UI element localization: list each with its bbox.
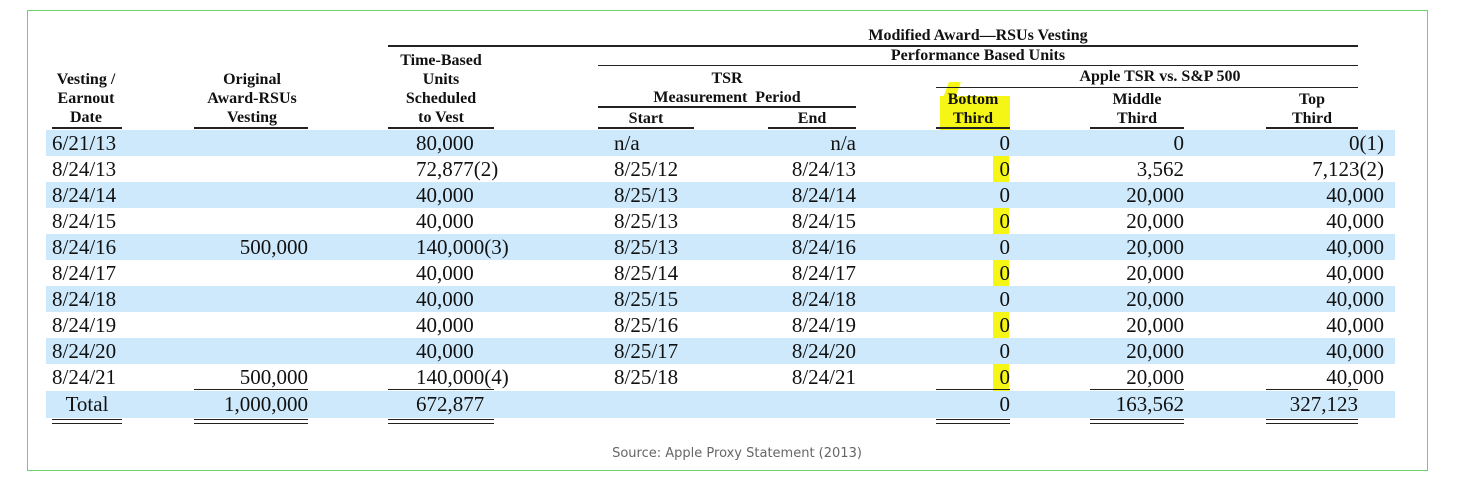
- cell-start: 8/25/13: [614, 183, 679, 207]
- original-award-header: [190, 70, 314, 127]
- cell-time-based: 40,000: [416, 287, 474, 311]
- time-based-header: [388, 51, 494, 127]
- cell-bottom-third: 0: [999, 183, 1010, 207]
- bottom-third-header: [936, 90, 1010, 128]
- cell-time-based: 40,000: [416, 209, 474, 233]
- cell-top-third: 40,000: [1326, 261, 1384, 285]
- original-award-header-line3: Vesting: [226, 109, 278, 126]
- cell-bottom-third: 0: [999, 235, 1010, 259]
- cell-middle-third: 20,000: [1126, 339, 1184, 363]
- vesting-date-header-line2: Earnout: [57, 90, 115, 107]
- subtotal-rule-bottom: [936, 389, 1010, 390]
- middle-third-header-rule: [1090, 127, 1184, 129]
- total-double-rule-label: [52, 419, 122, 424]
- total-double-rule-bottom: [936, 419, 1010, 424]
- cell-top-third: 40,000: [1326, 365, 1384, 389]
- subtotal-rule-middle: [1090, 389, 1184, 390]
- total-row: [46, 391, 1395, 418]
- top-third-header-rule: [1266, 127, 1358, 129]
- cell-bottom-third: 0: [999, 261, 1010, 285]
- cell-top-third: 40,000: [1326, 287, 1384, 311]
- original-award-header-line1: Original: [223, 71, 281, 88]
- bottom-third-header-line1: Bottom: [947, 91, 999, 108]
- top-third-header-line2: Third: [1291, 110, 1332, 127]
- cell-top-third: 40,000: [1326, 313, 1384, 337]
- time-based-header-line3: Scheduled: [405, 90, 477, 107]
- table-row: [46, 260, 1395, 286]
- top-third-header-line1: Top: [1298, 91, 1326, 108]
- cell-date: 8/24/14: [52, 183, 117, 207]
- vesting-date-header-line3: Date: [70, 109, 102, 126]
- cell-date: 8/24/13: [52, 157, 117, 181]
- cell-bottom-third: 0: [999, 365, 1010, 389]
- cell-middle-third: 20,000: [1126, 365, 1184, 389]
- subtotal-rule-original: [194, 389, 308, 390]
- cell-bottom-third: 0: [999, 287, 1010, 311]
- performance-rule: [598, 65, 1358, 66]
- middle-third-header-line1: Middle: [1112, 91, 1162, 108]
- cell-date: 8/24/19: [52, 313, 117, 337]
- cell-end: 8/24/15: [791, 209, 856, 233]
- cell-time-based: 80,000: [416, 131, 474, 155]
- end-header-rule: [768, 127, 856, 129]
- modified-award-title: Modified Award—RSUs Vesting: [868, 27, 1088, 44]
- cell-top-third: 7,123(2): [1312, 157, 1384, 181]
- cell-time-based: 40,000: [416, 183, 474, 207]
- table-row: [46, 234, 1395, 260]
- cell-date: 8/24/18: [52, 287, 117, 311]
- cell-top-third: 40,000: [1326, 339, 1384, 363]
- cell-middle-third: 3,562: [1136, 157, 1184, 181]
- total-double-rule-original: [194, 419, 308, 424]
- performance-based-units-header: Performance Based Units: [890, 47, 1066, 64]
- middle-third-header-line2: Third: [1116, 110, 1157, 127]
- vesting-date-header-rule: [52, 127, 122, 129]
- cell-middle-third: 20,000: [1126, 235, 1184, 259]
- apple-tsr-header: Apple TSR vs. S&P 500: [1079, 68, 1241, 85]
- cell-middle-third: 20,000: [1126, 183, 1184, 207]
- top-third-header: [1266, 90, 1358, 128]
- start-header: Start: [628, 110, 664, 127]
- cell-time-based: 40,000: [416, 261, 474, 285]
- cell-time-based: 40,000: [416, 313, 474, 337]
- table-row: [46, 208, 1395, 234]
- cell-end: 8/24/16: [791, 235, 856, 259]
- total-double-rule-top: [1266, 419, 1358, 424]
- cell-end: 8/24/20: [791, 339, 856, 363]
- tsr-header-line2: Measurement Period: [653, 89, 801, 106]
- time-based-header-line2: Units: [422, 71, 460, 88]
- cell-time-based: 140,000(3): [416, 235, 509, 259]
- cell-start: n/a: [614, 131, 640, 155]
- cell-end: 8/24/21: [791, 365, 856, 389]
- middle-third-header: [1090, 90, 1184, 128]
- cell-bottom-third: 0: [999, 313, 1010, 337]
- cell-start: 8/25/13: [614, 235, 679, 259]
- table-row: [46, 130, 1395, 156]
- original-award-header-line2: Award-RSUs: [207, 90, 297, 107]
- cell-end: n/a: [830, 131, 856, 155]
- cell-start: 8/25/13: [614, 209, 679, 233]
- end-header: End: [797, 110, 827, 127]
- start-header-rule: [598, 127, 694, 129]
- cell-bottom-third: 0: [999, 339, 1010, 363]
- cell-bottom-third: 0: [999, 157, 1010, 181]
- total-original: 1,000,000: [224, 392, 308, 416]
- time-based-header-line1: Time-Based: [400, 52, 482, 69]
- cell-end: 8/24/14: [791, 183, 856, 207]
- cell-middle-third: 20,000: [1126, 313, 1184, 337]
- cell-time-based: 40,000: [416, 339, 474, 363]
- cell-start: 8/25/18: [614, 365, 679, 389]
- source-caption: Source: Apple Proxy Statement (2013): [612, 446, 862, 461]
- cell-start: 8/25/15: [614, 287, 679, 311]
- table-row: [46, 364, 1395, 390]
- total-double-rule-middle: [1090, 419, 1184, 424]
- cell-middle-third: 0: [1173, 131, 1184, 155]
- tsr-header-line1: TSR: [711, 70, 743, 87]
- total-middle-third: 163,562: [1115, 392, 1184, 416]
- cell-date: 8/24/16: [52, 235, 117, 259]
- bottom-third-header-rule: [936, 127, 1010, 129]
- cell-top-third: 40,000: [1326, 209, 1384, 233]
- vesting-date-header: [46, 70, 126, 127]
- cell-time-based: 72,877(2): [416, 157, 499, 181]
- cell-middle-third: 20,000: [1126, 209, 1184, 233]
- total-double-rule-time-based: [388, 419, 494, 424]
- tsr-period-header: [598, 69, 856, 107]
- table-row: [46, 338, 1395, 364]
- cell-end: 8/24/18: [791, 287, 856, 311]
- cell-start: 8/25/16: [614, 313, 679, 337]
- cell-top-third: 40,000: [1326, 235, 1384, 259]
- cell-date: 8/24/21: [52, 365, 117, 389]
- bottom-third-header-line2: Third: [952, 110, 993, 127]
- cell-middle-third: 20,000: [1126, 287, 1184, 311]
- cell-end: 8/24/13: [791, 157, 856, 181]
- cell-end: 8/24/19: [791, 313, 856, 337]
- total-bottom-third: 0: [999, 392, 1010, 416]
- cell-date: 6/21/13: [52, 131, 117, 155]
- cell-end: 8/24/17: [791, 261, 856, 285]
- cell-start: 8/25/12: [614, 157, 679, 181]
- cell-top-third: 0(1): [1349, 131, 1384, 155]
- time-based-header-rule: [388, 127, 494, 129]
- subtotal-rule-top: [1266, 389, 1358, 390]
- cell-time-based: 140,000(4): [416, 365, 509, 389]
- cell-date: 8/24/20: [52, 339, 117, 363]
- table-row: [46, 182, 1395, 208]
- cell-middle-third: 20,000: [1126, 261, 1184, 285]
- cell-top-third: 40,000: [1326, 183, 1384, 207]
- cell-start: 8/25/14: [614, 261, 679, 285]
- apple-tsr-rule: [936, 87, 1358, 88]
- table-row: [46, 286, 1395, 312]
- original-award-header-rule: [194, 127, 308, 129]
- total-top-third: 327,123: [1289, 392, 1358, 416]
- cell-date: 8/24/15: [52, 209, 117, 233]
- cell-bottom-third: 0: [999, 131, 1010, 155]
- total-label: Total: [65, 392, 109, 416]
- total-time-based: 672,877: [416, 392, 485, 416]
- vesting-date-header-line1: Vesting /: [56, 71, 116, 88]
- cell-bottom-third: 0: [999, 209, 1010, 233]
- subtotal-rule-time-based: [388, 389, 494, 390]
- time-based-header-line4: to Vest: [418, 109, 464, 126]
- tsr-period-rule: [598, 106, 856, 108]
- table-row: [46, 156, 1395, 182]
- cell-date: 8/24/17: [52, 261, 117, 285]
- cell-original-award: 500,000: [239, 365, 308, 389]
- table-row: [46, 312, 1395, 338]
- cell-original-award: 500,000: [239, 235, 308, 259]
- cell-start: 8/25/17: [614, 339, 679, 363]
